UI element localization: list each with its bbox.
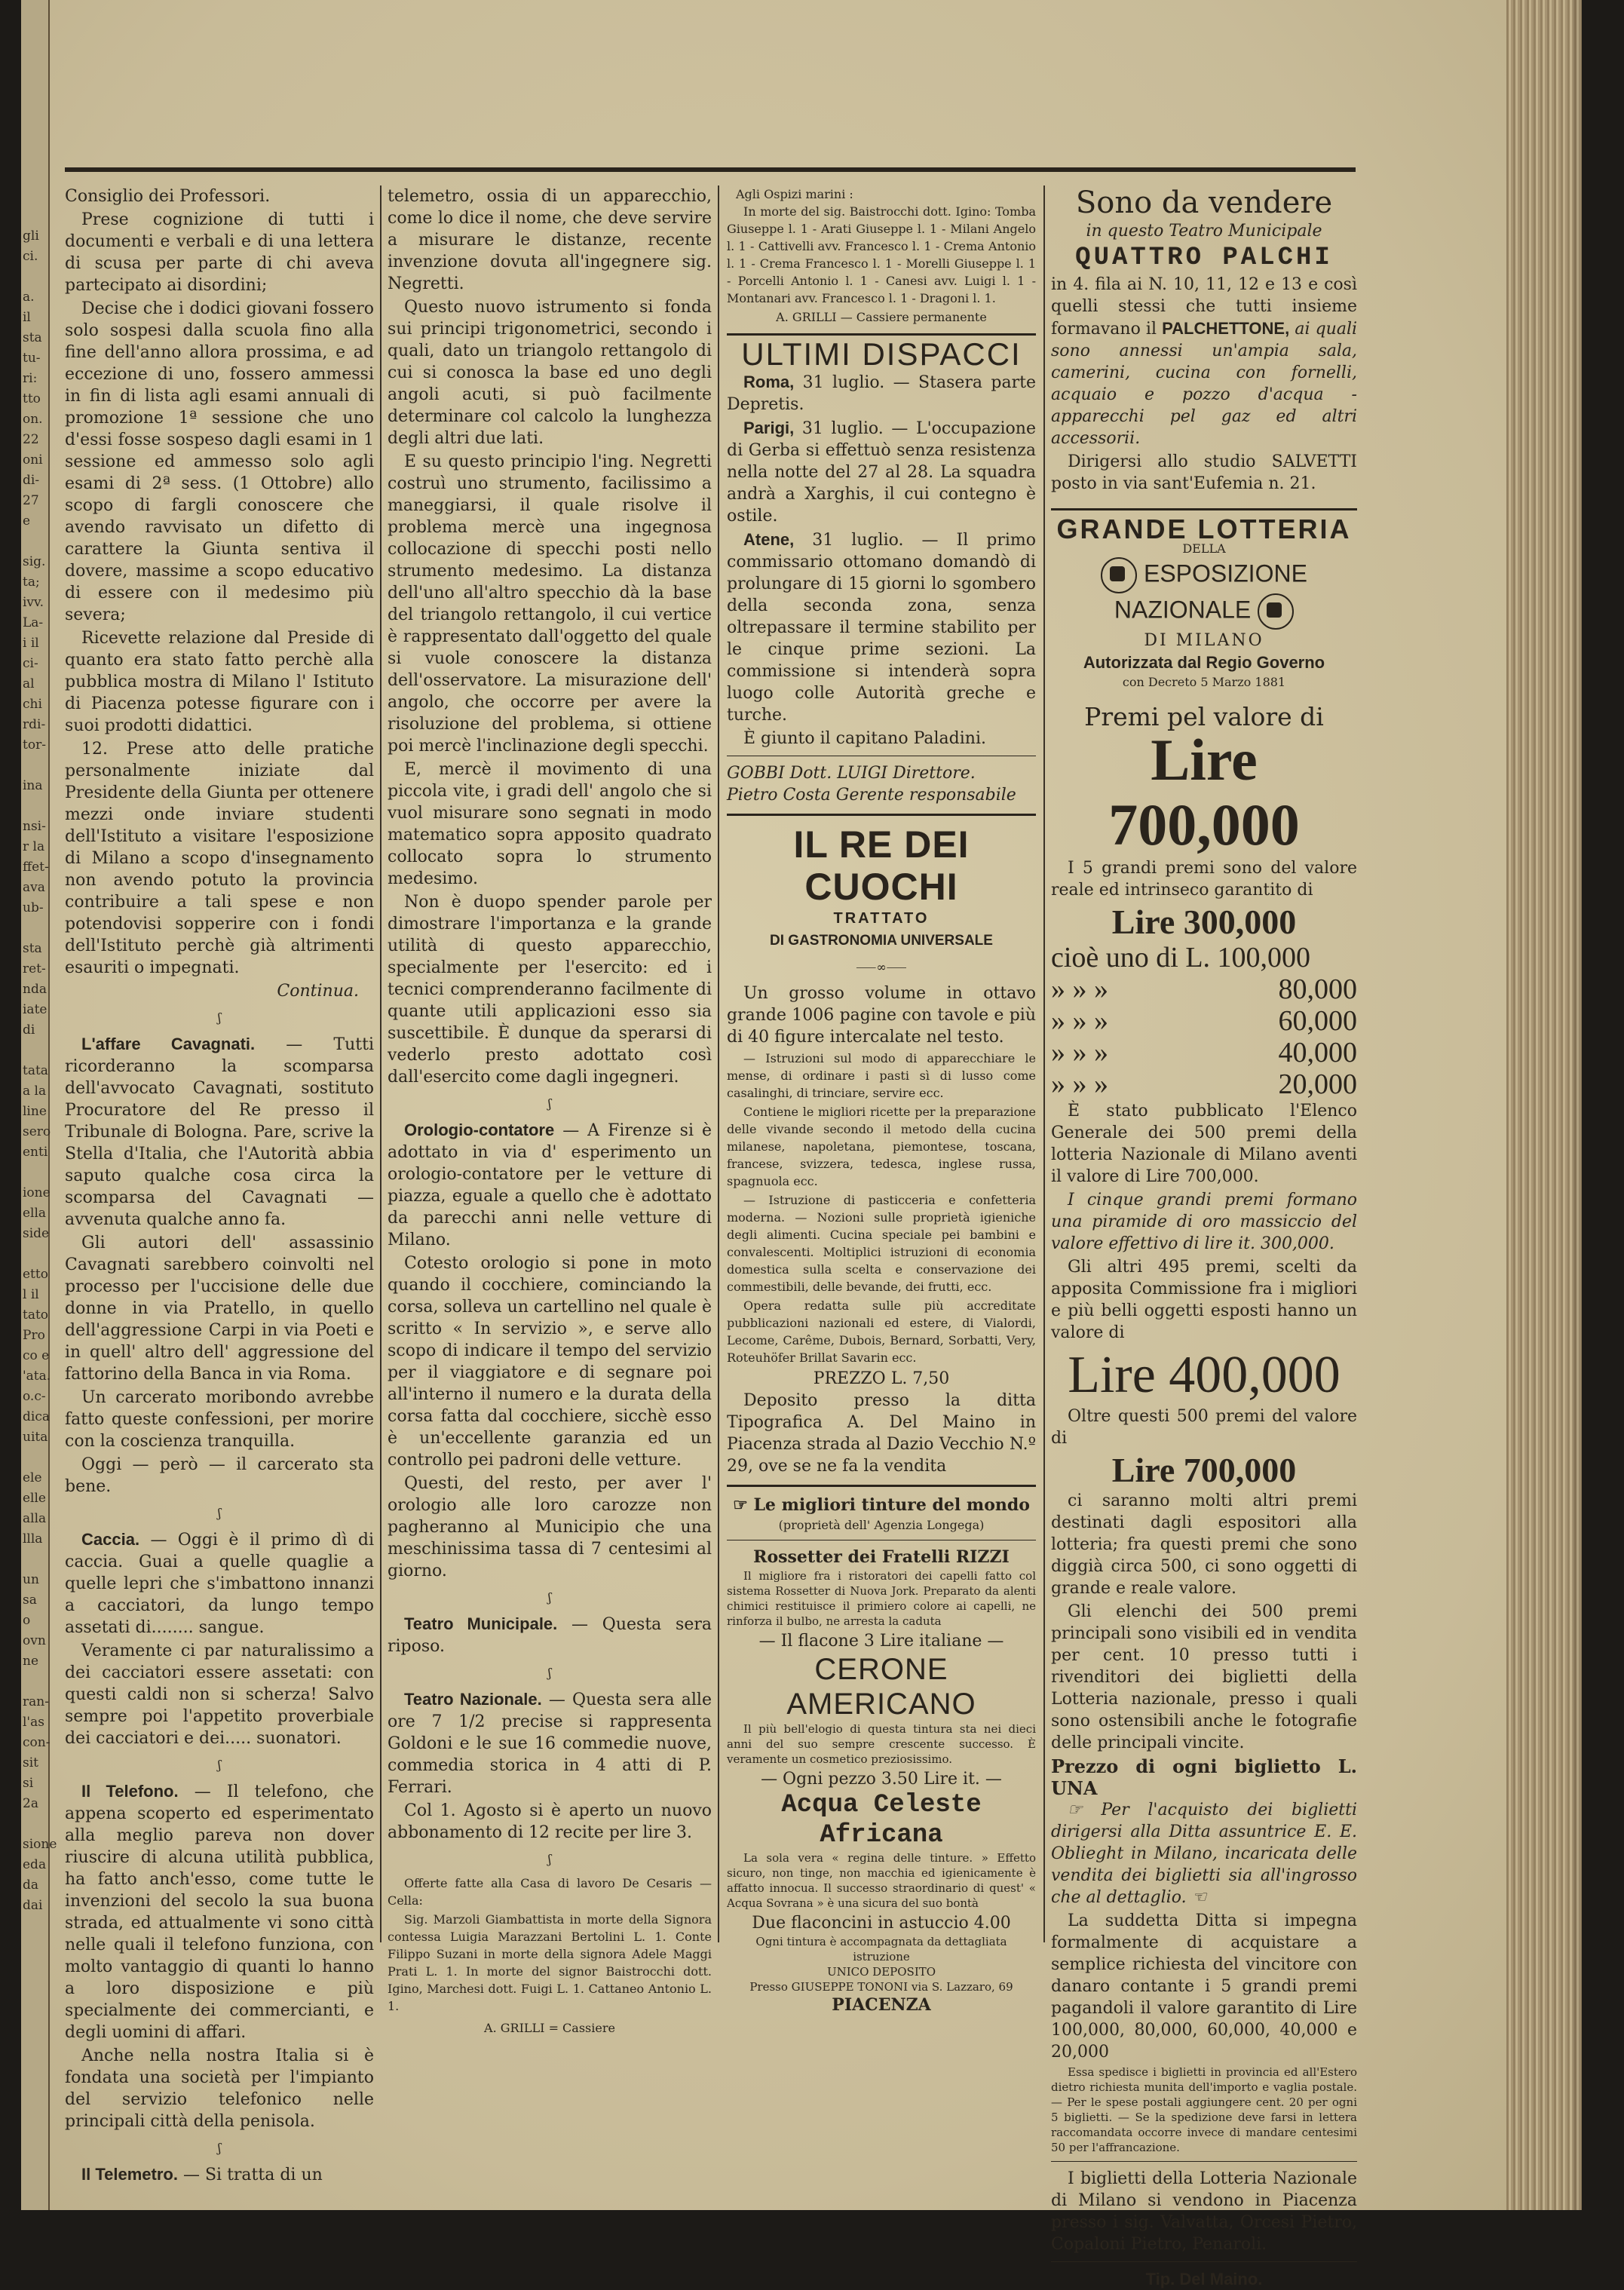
edge-fragment: di <box>23 1022 35 1038</box>
separator-ornament: ʃ <box>547 1590 552 1605</box>
column-4 <box>1051 185 1357 2290</box>
edge-fragment <box>23 918 48 939</box>
gerente: Pietro Costa Gerente responsabile <box>727 786 1016 805</box>
edge-fragment: ovn <box>23 1633 46 1648</box>
ad-text: Il più bell'elogio di questa tintura sta nei dieci anni del suo sempre crescente successo. È veramente un cosmetico preziosissimo. <box>727 1722 1036 1766</box>
edge-fragment <box>23 1448 48 1468</box>
edge-fragment: sa <box>23 1593 37 1608</box>
edge-fragment: tu- <box>23 351 41 366</box>
edge-fragment: enti <box>23 1145 48 1160</box>
crest-icon <box>1258 593 1294 630</box>
adjacent-page-edge <box>21 0 57 2210</box>
ad-title: Sono da vendere <box>1075 185 1333 220</box>
ad-text: — Istruzioni sul modo di apparecchiare le mense, di ordinare i pasti sì di lusso come casalinghi, di trinciare, servire ecc. <box>727 1051 1036 1100</box>
ad-emphasis: PALCHETTONE, <box>1162 319 1290 338</box>
prize-row-value: 40,000 <box>1278 1037 1357 1068</box>
edge-fragment: l'as <box>23 1715 44 1730</box>
edge-fragment <box>23 1550 48 1570</box>
paragraph: I biglietti della Lotteria Nazionale di Milano si vendono in Piacenza presso i sig. Valvatta, Orcesi Pietro, Copaloni Pietro, Penaroli. <box>1051 2169 1357 2254</box>
ad-subtitle: DI GASTRONOMIA UNIVERSALE <box>770 933 993 949</box>
edge-fragment: ub- <box>23 900 44 915</box>
ad-text: Presso GIUSEPPE TONONI via S. Lazzaro, 69 <box>749 1980 1013 1994</box>
paragraph: ☞ Per l'acquisto dei biglietti dirigersi alla Ditta assuntrice E. E. Oblieght in Milano, incaricata delle vendita dei biglietti sia all'ingrosso che al dettaglio. ☜ <box>1051 1801 1357 1907</box>
ospizi-text: In morte del sig. Baistrocchi dott. Igino: Tomba Giuseppe l. 1 - Arati Giuseppe l. 1 - Milani Angelo l. 1 - Cattivelli avv. Francesco l. 1 - Crema Antonio l. 1 - Crema Francesco l. 1 - Morelli Giuseppe l. 1 - Porcelli Antonio l. 1 - Canesi avv. Luigi l. 1 - Montanari avv. Francesco l. 1 - Dragoni l. 1. <box>727 204 1036 305</box>
edge-fragments <box>21 0 57 1916</box>
premi-valore: Premi pel valore di <box>1084 702 1324 731</box>
edge-fragment: 'ata. <box>23 1369 51 1384</box>
paragraph: Un carcerato moribondo avrebbe fatto queste confessioni, per morire con la coscienza tranquilla. <box>65 1388 374 1451</box>
article-text: — Questa sera alle ore 7 1/2 precise si rappresenta Goldoni e le sue 16 commedie nuove, commedia storica in 4 atti di P. Ferrari. <box>388 1691 712 1797</box>
article-heading: Il Telefono. <box>81 1782 179 1801</box>
direttore: GOBBI Dott. LUIGI Direttore. <box>727 764 976 783</box>
edge-fragment: nsi- <box>23 819 46 834</box>
dispatch-text: 31 luglio. — Il primo commissario ottomano domandò di prolungare di 15 giorni lo sgombero della seconda zona, senza oltrepassare il termine stabilito per le cinque prime sezioni. La commissione si intenderà sopra luogo colle Autorità greche e turche. <box>727 531 1036 725</box>
paragraph: Col 1. Agosto si è aperto un nuovo abbonamento di 12 recite per lire 3. <box>388 1801 712 1842</box>
separator-ornament: ⸺∞⸺ <box>856 960 907 974</box>
separator-ornament: ʃ <box>217 1758 222 1772</box>
ad-text: Opera redatta sulle più accreditate pubblicazioni nazionali ed estere, di Vialordi, Lecome, Carême, Dubois, Bernard, Sorbatti, Very, Roteuhöfer Brillat Savarin ecc. <box>727 1298 1036 1365</box>
article-text: — Si tratta di un <box>182 2166 323 2184</box>
article-text: — A Firenze si è adottato in via d' esperimento un orologio-contatore per le vetture di piazza, eguale a quello che è adottato da parecchi anni nelle vetture di Milano. <box>388 1121 712 1249</box>
printer-credit: Tip. Del Maino. <box>1145 2270 1263 2288</box>
edge-fragment: e <box>23 513 31 529</box>
lottery-title: GRANDE LOTTERIA <box>1056 513 1352 544</box>
paragraph: Deposito presso la ditta Tipografica A. Del Maino in Piacenza strada al Dazio Vecchio N.º 29, ove se ne fa la vendita <box>727 1391 1036 1476</box>
price: Due flaconcini in astuccio 4.00 <box>752 1914 1011 1933</box>
edge-fragment: oni <box>23 452 43 468</box>
edge-fragment: un <box>23 1572 39 1587</box>
ad-heading: ☞ Le migliori tinture del mondo <box>733 1495 1030 1515</box>
edge-fragment: chi <box>23 697 42 712</box>
edge-fragment: a la <box>23 1084 47 1099</box>
paragraph: È stato pubblicato l'Elenco Generale dei 500 premi della lotteria Nazionale di Milano aventi il valore di Lire 700,000. <box>1051 1102 1357 1186</box>
edge-fragment: ri: <box>23 371 38 386</box>
divider <box>727 333 1036 336</box>
edge-fragment: 22 <box>23 432 39 447</box>
edge-fragment: ina <box>23 778 43 793</box>
edge-fragment: La- <box>23 615 44 630</box>
edge-fragment: si <box>23 1776 34 1791</box>
book-binding-edge <box>1506 0 1582 2210</box>
prize-row-marks: » » » <box>1051 1037 1108 1068</box>
lottery-esposizione <box>1051 557 1357 630</box>
article-text: — Tutti ricorderanno la scomparsa dell'avvocato Cavagnati, sostituto Procuratore del Re presso il Tribunale di Bologna. Pare, scrive la Stella d'Italia, che l'Autorità abbia saputo qualche cosa circa la scomparsa del Cavagnati — avvenuta qualche anno fa. <box>65 1035 374 1229</box>
total-prize: Lire 700,000 <box>1108 727 1300 857</box>
edge-fragment: sta <box>23 330 42 345</box>
edge-fragment: ta; <box>23 575 40 590</box>
paragraph: Essa spedisce i biglietti in provincia ed all'Estero dietro richiesta munita dell'importo e vaglia postale. — Per le spese postali aggiungere cent. 20 per ogni 5 biglietti. — Se la spedizione deve farsi in lettera raccomandata occorre invece di mandare centesimi 50 per l'affrancazione. <box>1051 2065 1357 2154</box>
edge-fragment <box>23 1672 48 1692</box>
edge-fragment <box>23 796 48 817</box>
separator-ornament: ʃ <box>217 1010 222 1025</box>
prize-row <box>1051 942 1357 973</box>
edge-fragment: tor- <box>23 737 46 753</box>
paragraph: Un grosso volume in ottavo grande 1006 pagine con tavole e più di 40 figure intercalate nel testo. <box>727 984 1036 1047</box>
edge-fragment: ran- <box>23 1694 49 1709</box>
edge-fragment <box>23 756 48 776</box>
paragraph: telemetro, ossia di un apparecchio, come lo dice il nome, che deve servire a misurare le distanze, recente invenzione dovuta all'ingegnere sig. Negretti. <box>388 187 712 293</box>
edge-fragment: sig. <box>23 554 46 569</box>
edge-fragment: sero <box>23 1124 51 1139</box>
article-heading: Orologio-contatore <box>404 1120 555 1139</box>
paragraph: È giunto il capitano Paladini. <box>743 729 986 748</box>
paragraph: Dirigersi allo studio SALVETTI posto in via sant'Eufemia n. 21. <box>1051 452 1357 493</box>
edge-fragment: tto <box>23 391 41 406</box>
grilli-signature: A. GRILLI — Cassiere permanente <box>776 310 987 324</box>
edge-fragment: alla <box>23 1511 47 1526</box>
dispacci-title: ULTIMI DISPACCI <box>741 336 1022 372</box>
divider <box>727 814 1036 816</box>
paragraph: Anche nella nostra Italia si è fondata una società per l'impianto del servizio telefonico nelle principali città della penisola. <box>65 2046 374 2131</box>
divider <box>1051 2161 1357 2162</box>
divider <box>1051 2261 1357 2262</box>
edge-fragment: line <box>23 1104 47 1119</box>
edge-fragment <box>23 1244 48 1265</box>
paragraph: Oggi — però — il carcerato sta bene. <box>65 1455 374 1496</box>
prize-row-marks: » » » <box>1051 1068 1108 1100</box>
edge-fragment: 27 <box>23 493 39 508</box>
edge-fragment: ivv. <box>23 595 44 610</box>
paragraph: Gli autori dell' assassinio Cavagnati sarebbero coinvolti nel processo per l'uccisione delle due donne in via Pratello, in quello dell'aggressione Carpi in via Poeti e in quell' altro dell' aggressione del fattorino della Banca in via Roma. <box>65 1234 374 1384</box>
price: — Ogni pezzo 3.50 Lire it. — <box>761 1770 1002 1789</box>
paragraph: Questi, del resto, per aver l' orologio alle loro carozze non pagheranno al Municipio che una meschinissima tassa di 7 centesimi al giorno. <box>388 1474 712 1580</box>
separator-ornament: ʃ <box>547 1096 552 1111</box>
edge-fragment: l il <box>23 1287 39 1302</box>
ad-text: UNICO DEPOSITO <box>826 1965 936 1979</box>
article-text: — Questa sera riposo. <box>388 1615 712 1656</box>
edge-fragment: i il <box>23 636 39 651</box>
product-name: Acqua Celeste Africana <box>781 1791 982 1850</box>
price: PREZZO L. 7,50 <box>813 1369 950 1388</box>
separator-ornament: ʃ <box>217 2141 222 2155</box>
edge-fragment: con- <box>23 1735 51 1750</box>
edge-fragment: sione <box>23 1837 57 1852</box>
ad-city: PIACENZA <box>832 1995 931 2015</box>
edge-fragment: ci- <box>23 656 38 671</box>
article-heading: Teatro Nazionale. <box>404 1690 542 1709</box>
paragraph: Consiglio dei Professori. <box>65 187 271 206</box>
edge-fragment: nda <box>23 982 47 997</box>
paragraph: La suddetta Ditta si impegna formalmente di acquistare a semplice richiesta del vincitore con danaro contante i 5 grandi premi pagandoli il valore garantito di Lire 100,000, 80,000, 60,000, 40,000 e 20,000 <box>1051 1911 1357 2062</box>
paragraph: Cotesto orologio si pone in moto quando il cocchiere, cominciando la corsa, solleva un cartellino nel quale è scritto « In servizio », e serve allo scopo di indicare il tempo del servizio per il viaggiatore e di segnare poi all'interno il numero e la durata della corsa fatta dal cocchiere, sicchè esso è un'eccellente garanzia ed un controllo pei padroni delle vetture. <box>388 1254 712 1470</box>
ad-heading: QUATTRO PALCHI <box>1075 244 1333 272</box>
lottery-authorization: Autorizzata dal Regio Governo <box>1083 653 1325 672</box>
top-rule <box>65 167 1356 172</box>
article-heading: Caccia. <box>81 1530 140 1549</box>
edge-fragment: dai <box>23 1898 43 1913</box>
lottery-decree: con Decreto 5 Marzo 1881 <box>1122 675 1286 689</box>
prize-row-label: cioè uno di L. 100,000 <box>1051 942 1311 973</box>
dispatch-city: Atene, <box>743 530 795 549</box>
newspaper-page <box>21 0 1573 2288</box>
prize-400: Lire 400,000 <box>1068 1346 1341 1404</box>
edge-fragment: sit <box>23 1755 38 1770</box>
edge-fragment <box>23 267 48 287</box>
prize-700: Lire 700,000 <box>1111 1451 1297 1489</box>
paragraph: I 5 grandi premi sono del valore reale ed intrinseco garantito di <box>1051 859 1357 900</box>
product-name: Rossetter dei Fratelli RIZZI <box>753 1547 1010 1567</box>
article-heading: L'affare Cavagnati. <box>81 1035 256 1053</box>
divider <box>727 1485 1036 1487</box>
edge-fragment: ava <box>23 880 45 895</box>
edge-fragment <box>23 532 48 552</box>
prize-300: Lire 300,000 <box>1111 903 1297 941</box>
paragraph: Questo nuovo istrumento si fonda sui principi trigonometrici, secondo i quali, dato un triangolo rettangolo di cui si conosca la base ed uno degli angoli acuti, si può facilmente determinare col calcolo la lunghezza degli altri due lati. <box>388 298 712 448</box>
ad-subtitle: TRATTATO <box>833 910 930 927</box>
paragraph: Veramente ci par naturalissimo a dei cacciatori essere assetati: con questi caldi non si scherza! Salvo sempre poi l'appetito proverbiale dei cacciatori e dei..... suonatori. <box>65 1642 374 1748</box>
column-rule <box>718 185 719 1942</box>
paragraph: 12. Prese atto delle pratiche personalmente iniziate dal Presidente della Giunta per ottenere mezzi onde inviare studenti dell'Istituto a visitare l'esposizione di Milano a scopo d'insegnamento non avendo potuto la provincia contribuire a tali spese e non potendovisi sopperire con i fondi dell'Istituto perchè già altrimenti esauriti o impegnati. <box>65 740 374 977</box>
edge-fragment: a. <box>23 290 35 305</box>
edge-fragment: ret- <box>23 961 46 976</box>
edge-fragment: da <box>23 1878 39 1893</box>
crest-icon <box>1101 557 1137 593</box>
ad-text: La sola vera « regina delle tinture. » Effetto sicuro, non tinge, non macchia ed igienicamente è affatto innocua. Il successo straordinario di quest' « Acqua Sovrana » è una sicura del suo bontà <box>727 1851 1036 1910</box>
offerte-heading: Offerte fatte alla Casa di lavoro De Cesaris — Cella: <box>388 1876 712 1908</box>
article-heading: Il Telemetro. <box>81 2165 178 2184</box>
edge-fragment: rdi- <box>23 717 46 732</box>
edge-fragment: tato <box>23 1307 49 1323</box>
edge-fragment: co e <box>23 1348 50 1363</box>
cassiere: A. GRILLI = Cassiere <box>484 2021 615 2035</box>
edge-fragment <box>23 1041 48 1061</box>
edge-fragment <box>23 1163 48 1183</box>
edge-fragment: ffet- <box>23 860 49 875</box>
article-text: — Oggi è il primo dì di caccia. Guai a quelle quaglie a quelle lepri che s'imbattono innanzi a cacciatori, da lungo tempo assetati di........ sangue. <box>65 1531 374 1637</box>
ad-subtitle: (proprietà dell' Agenzia Longega) <box>778 1518 985 1532</box>
ad-text: ai quali sono annessi un'ampia sala, camerini, cucina con fornelli, acquaio e pozzo d'acqua - apparecchi pel gaz ed altri accessorii. <box>1051 320 1358 448</box>
edge-fragment: on. <box>23 412 43 427</box>
paragraph: Ricevette relazione dal Preside di quanto era stato fatto perchè alla pubblica mostra di Milano l' Istituto di Piacenza potesse figurare con i suoi prodotti didattici. <box>65 629 374 735</box>
dispatch-text: 31 luglio. — L'occupazione di Gerba si effettuò senza resistenza nella notte del 27 al 28. La squadra andrà a Xarghis, il cui contegno è ostile. <box>727 419 1036 526</box>
ospizi-heading: Agli Ospizi marini : <box>736 187 853 201</box>
edge-fragment: o.c- <box>23 1389 46 1404</box>
edge-fragment: il <box>23 310 31 325</box>
dispatch-city: Parigi, <box>743 418 795 437</box>
edge-fragment: llla <box>23 1531 43 1547</box>
edge-fragment: elle <box>23 1491 46 1506</box>
paragraph: E su questo principio l'ing. Negretti costruì uno strumento, facilissimo a maneggiarsi, il quale risolve il problema mercè una ingegnosa collocazione di specchi posti nello strumento medesimo. La distanza dell'uno all'altro specchio dà la base del triangolo rettangolo, il cui vertice è rappresentato dall'oggetto del quale si vuole conoscere la distanza dell'osservatore. La misurazione dell' angolo, che occorre per avere la risoluzione del problema, si ottiene poi mercè l'inclinazione degli specchi. <box>388 452 712 756</box>
paragraph: Prese cognizione di tutti i documenti e verbali e di una lettera di scusa per parte di chi aveva partecipato ai disordini; <box>65 210 374 295</box>
dispatch-text: 31 luglio. — Stasera parte Depretis. <box>727 373 1036 414</box>
column-2 <box>388 185 712 2037</box>
ad-text: in 4. fila ai N. 10, 11, 12 e 13 e così quelli stessi che tutti insieme formavano il <box>1051 275 1357 339</box>
divider <box>1051 508 1357 510</box>
prize-row-marks: » » » <box>1051 1005 1108 1037</box>
edge-fragment: dica <box>23 1409 50 1424</box>
dispatch-city: Roma, <box>743 372 795 391</box>
edge-fragment: ci. <box>23 249 38 264</box>
edge-fragment: side <box>23 1226 50 1241</box>
paragraph: Oltre questi 500 premi del valore di <box>1051 1407 1357 1448</box>
edge-fragment: Pro <box>23 1328 45 1343</box>
edge-fragment: ele <box>23 1470 42 1485</box>
prize-row-value: 20,000 <box>1278 1068 1357 1100</box>
lottery-city: DI MILANO <box>1144 631 1264 650</box>
column-3 <box>727 185 1036 2016</box>
ad-text: Ogni tintura è accompagnata da dettagliata istruzione <box>755 1935 1007 1964</box>
edge-fragment <box>23 1814 48 1835</box>
paragraph: Non è duopo spender parole per dimostrare l'importanza e la grande utilità di questo apparecchio, specialmente per l'esercito: ed i tecnici comprenderanno facilmente di quante utili applicazioni esso sia suscettibile. È dunque da sperarsi di vederlo presto adottato così dall'esercito come dagli ingegneri. <box>388 893 712 1087</box>
edge-fragment: etto <box>23 1267 48 1282</box>
edge-fragment: r la <box>23 839 45 854</box>
prize-row-value: 80,000 <box>1278 973 1357 1005</box>
lottery-della: DELLA <box>1182 541 1226 556</box>
separator-ornament: ʃ <box>547 1852 552 1866</box>
edge-fragment: 2a <box>23 1796 38 1811</box>
article-heading: Teatro Municipale. <box>404 1614 558 1633</box>
ad-subtitle: in questo Teatro Municipale <box>1086 222 1322 241</box>
edge-fragment: di- <box>23 473 40 488</box>
edge-fragment: ione <box>23 1185 51 1200</box>
prize-row <box>1051 973 1357 1005</box>
prize-row <box>1051 1005 1357 1037</box>
edge-fragment: ne <box>23 1654 39 1669</box>
prize-row <box>1051 1037 1357 1068</box>
edge-fragment: eda <box>23 1857 47 1872</box>
ad-text: — Istruzione di pasticceria e confetteria moderna. — Nozioni sulle proprietà igieniche degli alimenti. Cucina speciale pei bambini e convalescenti. Moltiplici istruzioni di economia domestica sulla scelta e conservazione dei commestibili, delle bevande, dei frutti, ecc. <box>727 1193 1036 1294</box>
ticket-price: Prezzo di ogni biglietto L. UNA <box>1051 1755 1357 1799</box>
edge-fragment: ella <box>23 1206 47 1221</box>
ad-text: Contiene le migliori ricette per la preparazione delle vivande secondo il metodo della cucina milanese, napoletana, piemontese, toscana, francese, svizzera, tedesca, inglese russa, spagnuola ecc. <box>727 1105 1036 1188</box>
paragraph: Decise che i dodici giovani fossero solo sospesi dalla scuola fino alla fine dell'anno allora prossima, e ad eccezione di uno, fossero ammessi in fin di lista agli esami annuali di promozione 1ª sessione che uno d'essi fosse sospeso dagli esami in 1 sessione ed ammesso solo agli esami di 2ª sess. (1 Ottobre) allo scopo di fargli conoscere che avendo ravvisato un difetto di carattere la Giunta sentiva il dovere, massime a scopo educativo di essere con il medesimo più severa; <box>65 299 374 624</box>
continua: Continua. <box>277 982 359 1001</box>
lottery-esposizione-text: ESPOSIZIONE NAZIONALE <box>1114 559 1307 624</box>
paragraph: Gli altri 495 premi, scelti da apposita Commissione fra i migliori e più belli oggetti esposti hanno un valore di <box>1051 1258 1357 1342</box>
paragraph: Gli elenchi dei 500 premi principali sono visibili ed in vendita per cent. 10 presso tutti i rivenditori dei biglietti della Lotteria nazionale, presso i quali sono ostensibili anche le fotografie delle principali vincite. <box>1051 1602 1357 1752</box>
paragraph: I cinque grandi premi formano una piramide di oro massiccio del valore effettivo di lire it. 300,000. <box>1051 1191 1357 1253</box>
column-rule <box>380 185 381 1942</box>
edge-fragment: uita <box>23 1430 48 1445</box>
ad-title: IL RE DEI CUOCHI <box>793 823 970 908</box>
edge-fragment: gli <box>23 228 39 244</box>
prize-row-marks: » » » <box>1051 973 1108 1005</box>
ad-text: Il migliore fra i ristoratori dei capelli fatto col sistema Rossetter di Nuova Jork. Preparato da alenti chimici restituisce il primiero colore ai capelli, ne rinforza il bulbo, ne arresta la caduta <box>727 1569 1036 1628</box>
edge-fragment: al <box>23 676 35 691</box>
edge-fragment: tata <box>23 1063 48 1078</box>
edge-fragment: o <box>23 1613 31 1628</box>
prize-row-value: 60,000 <box>1278 1005 1357 1037</box>
price: — Il flacone 3 Lire italiane — <box>758 1632 1004 1651</box>
separator-ornament: ʃ <box>217 1506 222 1520</box>
article-text: — Il telefono, che appena scoperto ed esperimentato alla meglio pareva non dover riuscire di alcuna utilità pubblica, ha fatto anch'esso, come tutte le invenzioni del secolo la sua buona strada, ed attualmente vi sono città nelle quali il telefono funziona, con molto vantaggio di quanti lo hanno a loro disposizione e più specialmente dei commercianti, e degli uomini di affari. <box>65 1783 374 2042</box>
product-name: CERONE AMERICANO <box>786 1653 976 1721</box>
separator-ornament: ʃ <box>547 1666 552 1680</box>
paragraph: ci saranno molti altri premi destinati dagli espositori alla lotteria; fra questi premi che sono diggià circa 500, ci sono oggetti di grande e reale valore. <box>1051 1491 1357 1598</box>
prize-row <box>1051 1068 1357 1100</box>
column-1 <box>65 185 374 2187</box>
column-rule <box>1043 185 1045 1942</box>
paragraph: E, mercè il movimento di una piccola vite, i gradi dell' angolo che si vuol misurare sono segnati in modo matematico sopra apposito quadrato collocato sopra lo strumento medesimo. <box>388 760 712 888</box>
offerte-list: Sig. Marzoli Giambattista in morte della Signora contessa Luigia Marazzani Bertolini L. 1. Conte Filippo Suzani in morte della signora Adele Maggi Prati L. 1. In morte del signor Baistrocchi dott. Igino, Marchesi dott. Fuigi L. 1. Cattaneo Antonio L. 1. <box>388 1912 712 2013</box>
edge-fragment: iate <box>23 1002 47 1017</box>
edge-fragment: sta <box>23 941 42 956</box>
